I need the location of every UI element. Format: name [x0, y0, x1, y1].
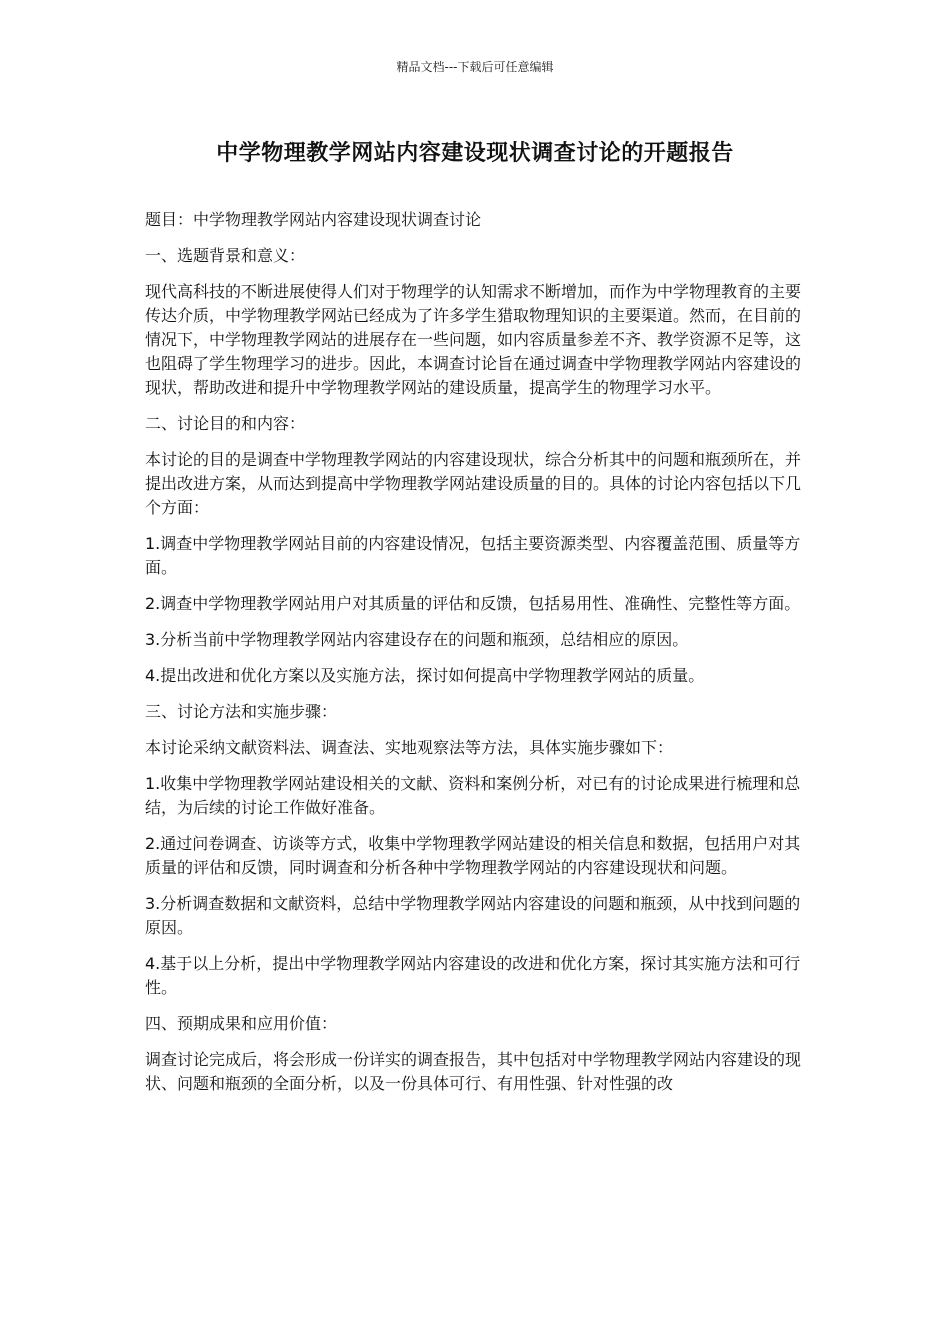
topic-line: 题目：中学物理教学网站内容建设现状调查讨论 [145, 210, 482, 229]
list-item: 2.通过问卷调查、访谈等方式，收集中学物理教学网站建设的相关信息和数据，包括用户对其质量的评估和反馈，同时调查和分析各种中学物理教学网站的内容建设现状和问题。 [145, 834, 801, 877]
page-header: 精品文档---下载后可任意编辑 [396, 60, 554, 74]
body-paragraph: 现代高科技的不断进展使得人们对于物理学的认知需求不断增加，而作为中学物理教育的主要传达介质，中学物理教学网站已经成为了许多学生猎取物理知识的主要渠道。然而，在目前的情况下，中学物理教学网站的进展存在一些问题，如内容质量参差不齐、教学资源不足等，这也阻碍了学生物理学习的进步。因此，本调查讨论旨在通过调查中学物理教学网站内容建设的现状，帮助改进和提升中学物理教学网站的建设质量，提高学生的物理学习水平。 [145, 282, 802, 397]
section-heading-2: 二、讨论目的和内容： [145, 414, 306, 433]
body-paragraph: 本讨论采纳文献资料法、调查法、实地观察法等方法，具体实施步骤如下： [145, 738, 674, 757]
list-item: 4.提出改进和优化方案以及实施方法，探讨如何提高中学物理教学网站的质量。 [145, 666, 705, 685]
body-paragraph: 本讨论的目的是调查中学物理教学网站的内容建设现状，综合分析其中的问题和瓶颈所在，并提出改进方案，从而达到提高中学物理教学网站建设质量的目的。具体的讨论内容包括以下几个方面： [145, 450, 802, 517]
list-item: 4.基于以上分析，提出中学物理教学网站内容建设的改进和优化方案，探讨其实施方法和可行性。 [145, 954, 801, 997]
list-item: 3.分析当前中学物理教学网站内容建设存在的问题和瓶颈，总结相应的原因。 [145, 630, 689, 649]
section-heading-1: 一、选题背景和意义： [145, 246, 306, 265]
list-item: 2.调查中学物理教学网站用户对其质量的评估和反馈，包括易用性、准确性、完整性等方面。 [145, 594, 801, 613]
document-body [145, 208, 810, 1108]
body-paragraph: 调查讨论完成后，将会形成一份详实的调查报告，其中包括对中学物理教学网站内容建设的现状、问题和瓶颈的全面分析，以及一份具体可行、有用性强、针对性强的改 [145, 1050, 802, 1093]
section-heading-4: 四、预期成果和应用价值： [145, 1014, 338, 1033]
list-item: 1.收集中学物理教学网站建设相关的文献、资料和案例分析，对已有的讨论成果进行梳理和总结，为后续的讨论工作做好准备。 [145, 774, 801, 817]
document-title: 中学物理教学网站内容建设现状调查讨论的开题报告 [216, 141, 734, 166]
section-heading-3: 三、讨论方法和实施步骤： [145, 702, 338, 721]
list-item: 1.调查中学物理教学网站目前的内容建设情况，包括主要资源类型、内容覆盖范围、质量等方面。 [145, 534, 801, 577]
list-item: 3.分析调查数据和文献资料，总结中学物理教学网站内容建设的问题和瓶颈，从中找到问题的原因。 [145, 894, 801, 937]
